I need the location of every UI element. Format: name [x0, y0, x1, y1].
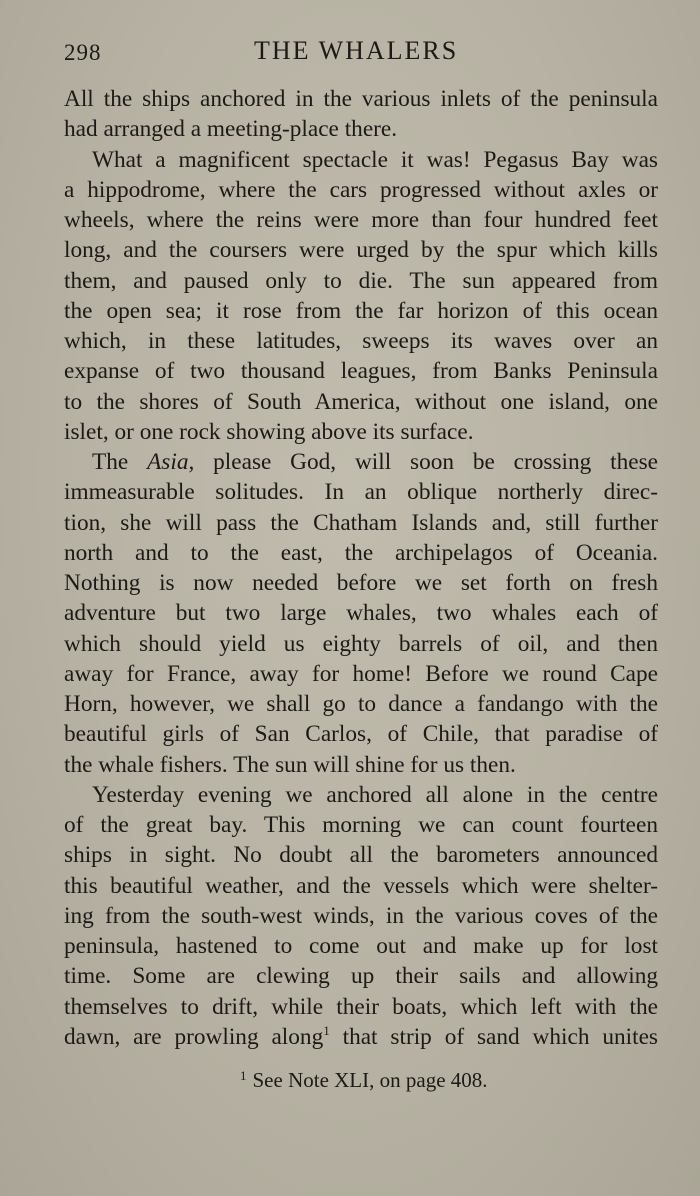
text-line: tion, she will pass the Chatham Islands and, still further: [64, 509, 658, 536]
text-fragment: dawn, are prowling along: [64, 1023, 324, 1050]
text-line: time. Some are clewing up their sails and allowing: [64, 963, 658, 990]
text-line: long, and the coursers were urged by the spur which kills: [64, 237, 658, 264]
text-line: Horn, however, we shall go to dance a fandango with the: [64, 691, 658, 717]
page-header: [64, 36, 660, 72]
text-fragment: please God, will soon be crossing these: [213, 449, 658, 475]
text-line: themselves to drift, while their boats, which left with the: [64, 993, 658, 1020]
text-line: them, and paused only to die. The sun appeared from: [64, 267, 658, 294]
text-line: ing from the south-west winds, in the various coves of the: [64, 902, 658, 929]
text-line: the open sea; it rose from the far horizon of this ocean: [64, 297, 658, 324]
text-line: Nothing is now needed before we set forth on fresh: [64, 570, 658, 596]
text-line: Yesterday evening we anchored all alone in the centre: [92, 781, 658, 808]
text-line: adventure but two large whales, two whales each of: [64, 600, 658, 627]
text-line: ships in sight. No doubt all the barometers announced: [64, 842, 658, 869]
footnote-reference: 1: [323, 1022, 330, 1038]
text-line-with-footnote-ref: [64, 1022, 658, 1052]
text-line: the whale fishers. The sun will shine for us then.: [64, 751, 516, 778]
footnote-marker: 1: [240, 1068, 247, 1083]
text-line: this beautiful weather, and the vessels which were shelter-: [64, 872, 658, 899]
text-line: of the great bay. This morning we can count fourteen: [64, 812, 658, 838]
text-fragment: The: [92, 449, 129, 475]
text-line: away for France, away for home! Before we round Cape: [64, 660, 658, 687]
text-line: All the ships anchored in the various inlets of the peninsula: [64, 86, 658, 112]
text-line: which should yield us eighty barrels of oil, and then: [64, 630, 658, 657]
text-line: beautiful girls of San Carlos, of Chile, that paradise of: [64, 721, 658, 748]
text-line-with-italic: [64, 447, 658, 477]
text-line: to the shores of South America, without one island, one: [64, 388, 658, 415]
text-line: which, in these latitudes, sweeps its waves over an: [64, 328, 658, 354]
ship-name-italic: Asia,: [147, 449, 195, 475]
text-fragment: that strip of sand which unites: [342, 1023, 658, 1050]
text-line: a hippodrome, where the cars progressed without axles or: [64, 176, 658, 203]
text-line: wheels, where the reins were more than four hundred feet: [64, 207, 658, 233]
text-line: islet, or one rock showing above its surface.: [64, 418, 474, 445]
text-line: expanse of two thousand leagues, from Banks Peninsula: [64, 358, 658, 385]
body-text: [64, 84, 658, 1052]
text-line: What a magnificent spectacle it was! Pegasus Bay was: [92, 146, 658, 173]
footnote-text: See Note XLI, on page 408.: [252, 1068, 488, 1092]
text-line: peninsula, hastened to come out and make up for lost: [64, 933, 658, 959]
text-line: had arranged a meeting-place there.: [64, 116, 398, 143]
text-line: immeasurable solitudes. In an oblique northerly direc-: [64, 479, 658, 506]
footnote: [240, 1062, 488, 1094]
page-number: 298: [64, 40, 102, 65]
text-line: north and to the east, the archipelagos of Oceania.: [64, 539, 658, 566]
running-head: THE WHALERS: [254, 36, 459, 65]
